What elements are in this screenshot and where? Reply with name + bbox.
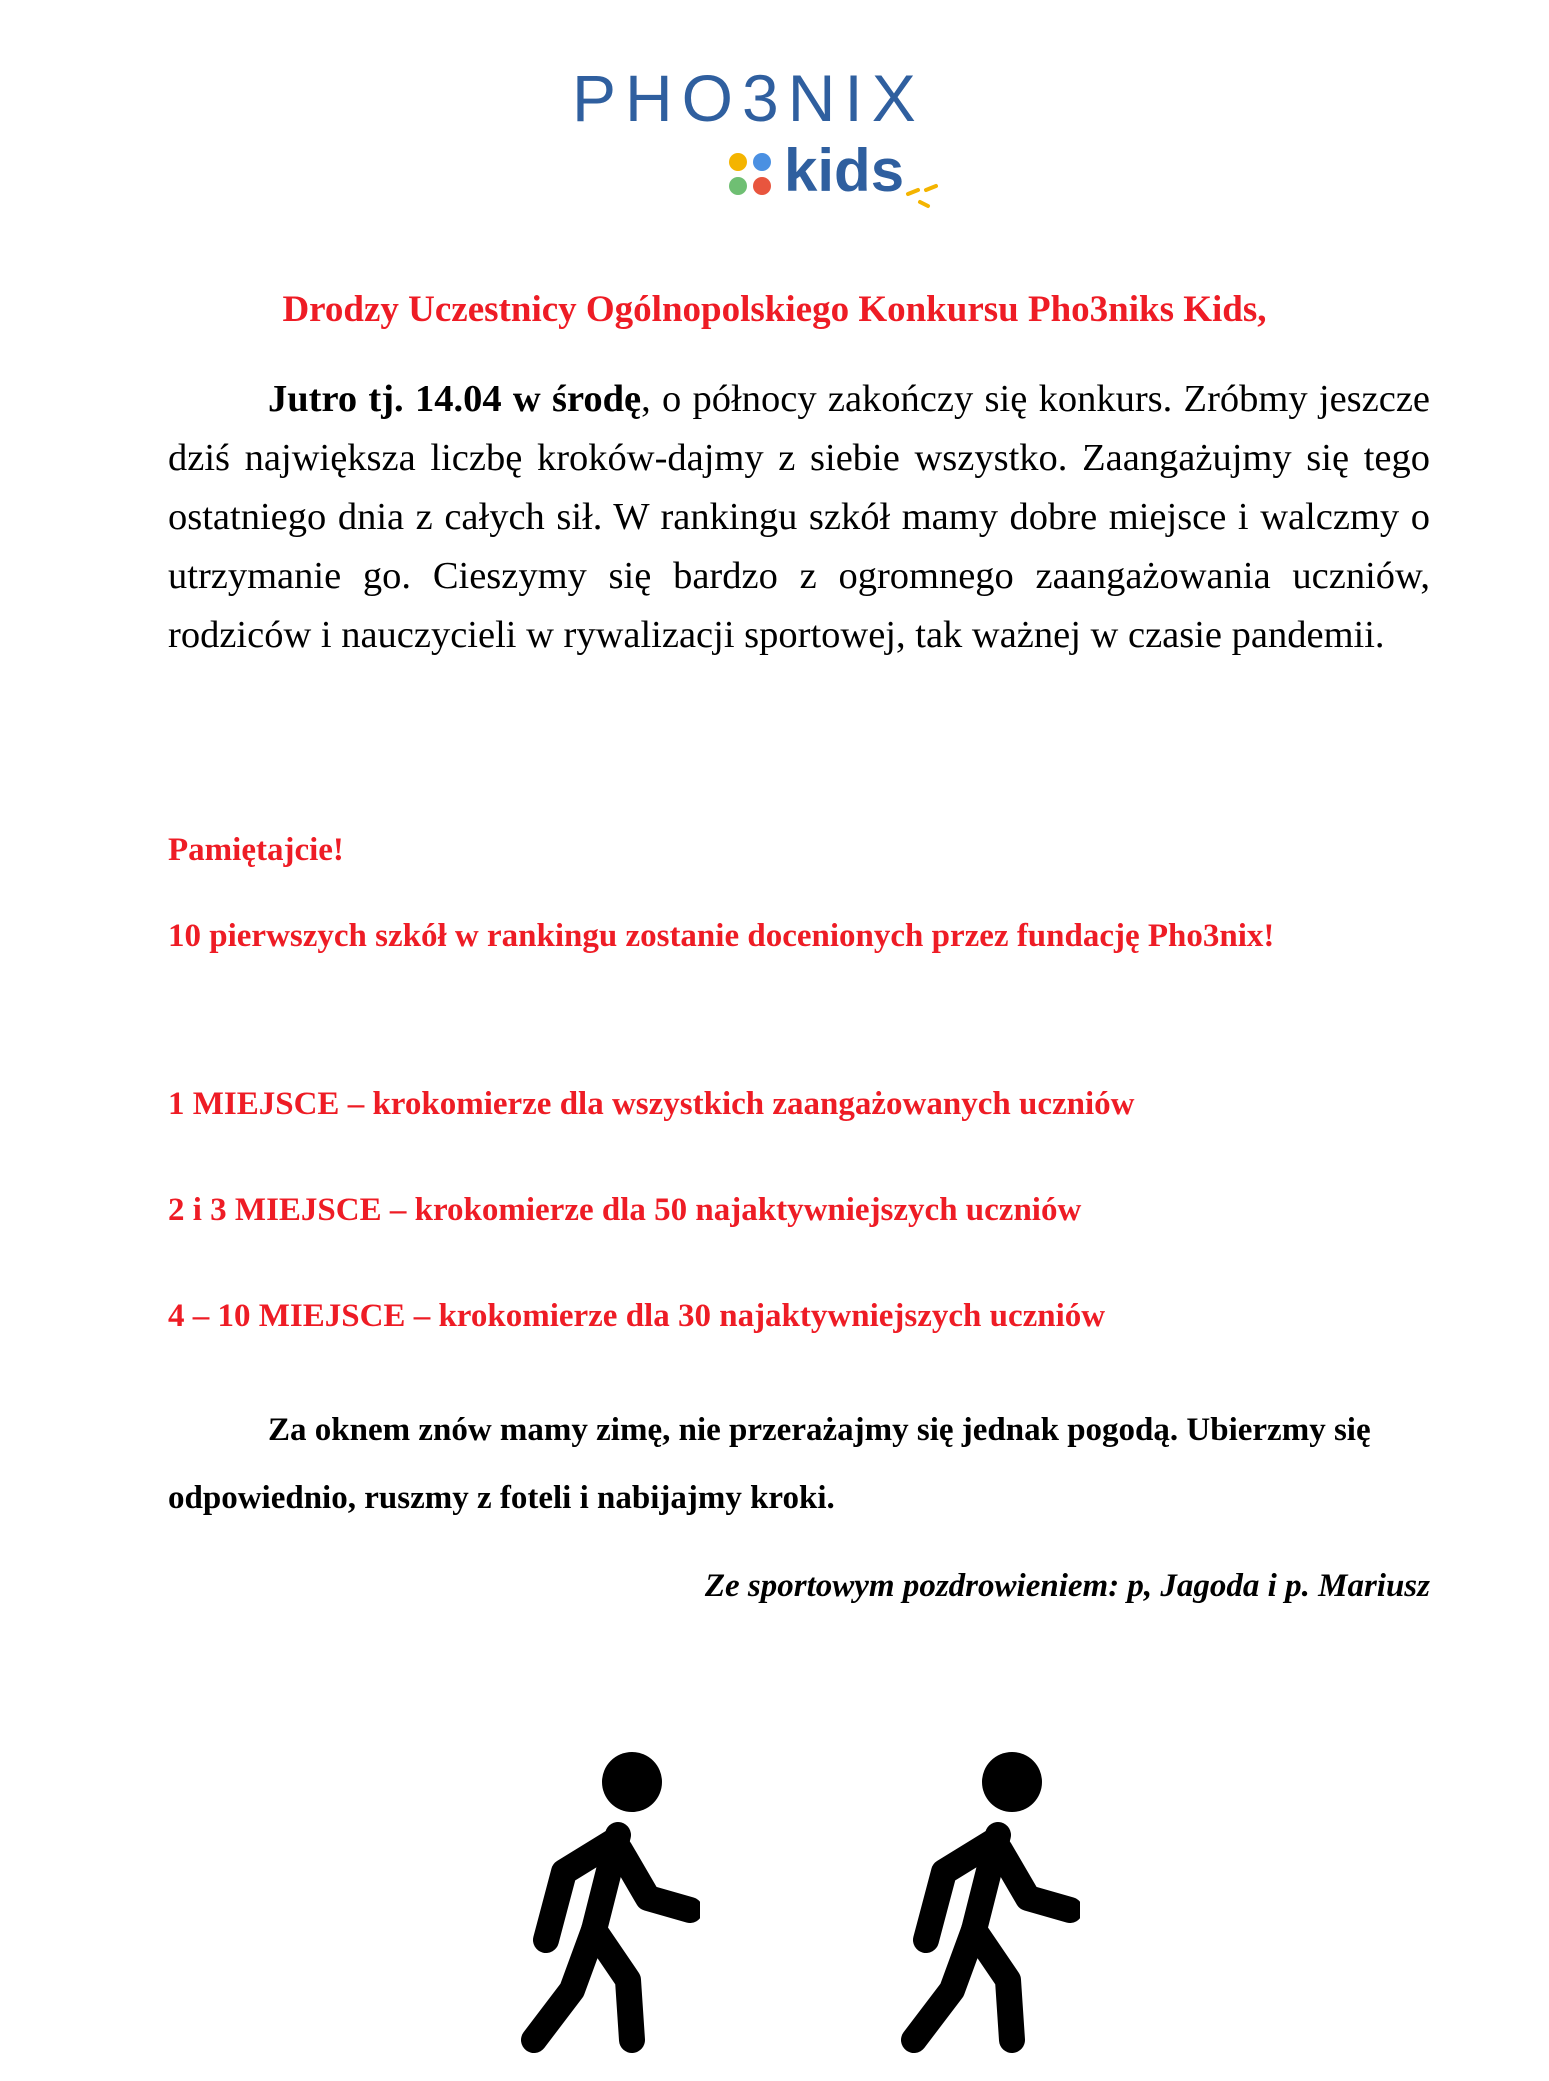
logo-dots-icon	[726, 150, 776, 200]
closing-paragraph	[168, 1396, 1430, 1532]
closing-text: Za oknem znów mamy zimę, nie przerażajmy się jednak pogodą. Ubierzmy się odpowiednio, ruszmy z foteli i nabijajmy kroki.	[168, 1412, 1371, 1516]
prize-line-1: 1 MIEJSCE – krokomierze dla wszystkich zaangażowanych uczniów	[168, 1086, 1135, 1122]
logo-sparks-icon	[902, 176, 952, 216]
intro-rest: , o północy zakończy się konkurs. Zróbmy jeszcze dziś największa liczbę kroków-dajmy z siebie wszystko. Zaangażujmy się tego ostatniego dnia z całych sił. W rankingu szkół mamy dobre miejsce i walczmy o utrzymanie go. Cieszymy się bardzo z ogromnego zaangażowania uczniów, rodziców i nauczycieli w rywalizacji sportowej, tak ważnej w czasie pandemii.	[168, 378, 1430, 656]
letter-heading: Drodzy Uczestnicy Ogólnopolskiego Konkursu Pho3niks Kids,	[282, 289, 1267, 330]
pho3nix-kids-logo	[0, 62, 1549, 212]
walking-person-icon	[900, 1740, 1080, 2060]
intro-bold-lead: Jutro tj. 14.04 w środę	[268, 378, 642, 420]
signature: Ze sportowym pozdrowieniem: p, Jagoda i p. Mariusz	[704, 1568, 1430, 1604]
prize-line-3: 4 – 10 MIEJSCE – krokomierze dla 30 najaktywniejszych uczniów	[168, 1298, 1106, 1334]
walking-person-icon	[520, 1740, 700, 2060]
intro-paragraph	[168, 370, 1430, 665]
remember-line: Pamiętajcie!	[168, 832, 344, 868]
logo-brand-text: PHO3NIX	[572, 61, 925, 135]
prize-line-2: 2 i 3 MIEJSCE – krokomierze dla 50 najaktywniejszych uczniów	[168, 1192, 1082, 1228]
logo-kids-text: kids	[784, 137, 905, 204]
top10-line: 10 pierwszych szkół w rankingu zostanie docenionych przez fundację Pho3nix!	[168, 918, 1275, 954]
logo-kids-row	[726, 136, 946, 216]
